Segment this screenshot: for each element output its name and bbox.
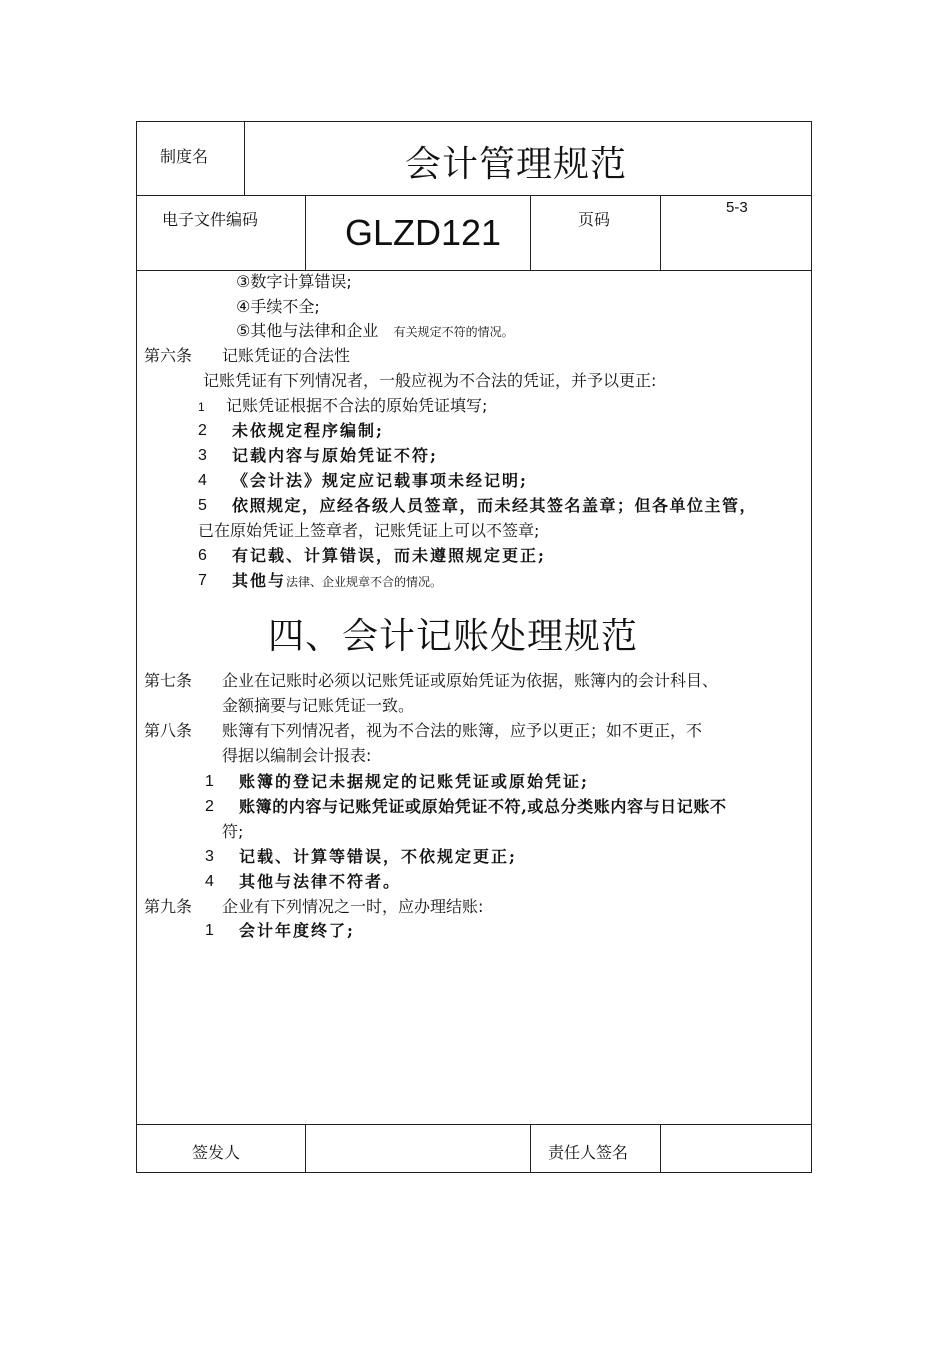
item-other: ⑤其他与法律和企业 有关规定不符的情况。 [236, 321, 514, 340]
list-number: 2 [198, 422, 207, 439]
list-item-text: 记账凭证根据不合法的原始凭证填写; [226, 396, 488, 415]
list-item-continuation: 符; [222, 822, 244, 841]
section-title: 四、会计记账处理规范 [268, 616, 639, 657]
article-8-continuation: 得据以编制会计报表: [222, 746, 372, 765]
list-number: 3 [198, 447, 207, 464]
footer-col-divider-3 [660, 1124, 661, 1173]
list-item-continuation: 已在原始凭证上签章者，记账凭证上可以不签章; [198, 521, 540, 540]
issuer-label: 签发人 [192, 1143, 241, 1162]
article-7-text: 企业在记账时必须以记账凭证或原始凭证为依据，账簿内的会计科目、 [222, 671, 719, 690]
article-6-title: 记账凭证的合法性 [222, 346, 351, 365]
list-number: 3 [205, 848, 214, 865]
list-item-text: 账簿的内容与记账凭证或原始凭证不符,或总分类账内容与日记账不 [239, 797, 727, 816]
list-number: 4 [205, 873, 214, 890]
list-item-text: 有记载、计算错误，而未遵照规定更正; [232, 546, 546, 565]
page-number: 5-3 [726, 199, 748, 216]
article-7-number: 第七条 [144, 671, 193, 690]
file-code-value: GLZD121 [345, 212, 502, 253]
header-divider-1 [136, 195, 812, 196]
file-code-label: 电子文件编码 [162, 210, 259, 229]
item-incomplete: ④手续不全; [236, 297, 320, 316]
article-7-continuation: 金额摘要与记账凭证一致。 [222, 696, 415, 715]
header-col-divider [244, 121, 245, 196]
list-number: 1 [198, 400, 205, 414]
article-6-intro: 记账凭证有下列情况者，一般应视为不合法的凭证，并予以更正: [203, 371, 657, 390]
list-item-text: 未依规定程序编制; [232, 421, 384, 440]
list-item-text: 账簿的登记未据规定的记账凭证或原始凭证; [239, 772, 589, 791]
code-col-divider-3 [660, 195, 661, 271]
list-item-text: 《会计法》规定应记载事项未经记明; [232, 471, 528, 490]
article-8-number: 第八条 [144, 721, 193, 740]
list-number: 1 [205, 922, 214, 939]
footer-col-divider-2 [530, 1124, 531, 1173]
footer-divider [136, 1124, 812, 1125]
code-col-divider-2 [530, 195, 531, 271]
list-item-text: 会计年度终了; [239, 921, 355, 940]
article-8-text: 账簿有下列情况者，视为不合法的账簿，应予以更正；如不更正，不 [222, 721, 703, 740]
list-item-text: 依照规定，应经各级人员签章，而未经其签名盖章；但各单位主管， [232, 496, 758, 515]
article-6-number: 第六条 [144, 346, 193, 365]
list-number: 5 [198, 497, 207, 514]
page-label: 页码 [578, 210, 611, 229]
item-calc-error: ③数字计算错误; [236, 272, 352, 291]
responsible-signature-label: 责任人签名 [548, 1143, 629, 1162]
list-number: 6 [198, 547, 207, 564]
list-item-text: 其他与法律、企业规章不合的情况。 [232, 571, 443, 590]
list-number: 4 [198, 472, 207, 489]
article-9-text: 企业有下列情况之一时，应办理结账: [222, 897, 484, 916]
system-name-label: 制度名 [160, 147, 209, 166]
list-number: 7 [198, 572, 207, 589]
document-title: 会计管理规范 [405, 144, 628, 185]
code-col-divider-1 [305, 195, 306, 271]
list-number: 2 [205, 798, 214, 815]
list-item-text: 其他与法律不符者。 [239, 872, 402, 891]
list-item-text: 记载内容与原始凭证不符; [232, 446, 438, 465]
article-9-number: 第九条 [144, 897, 193, 916]
header-divider-2 [136, 270, 812, 271]
footer-col-divider-1 [305, 1124, 306, 1173]
list-number: 1 [205, 773, 214, 790]
list-item-text: 记载、计算等错误，不依规定更正; [239, 847, 517, 866]
